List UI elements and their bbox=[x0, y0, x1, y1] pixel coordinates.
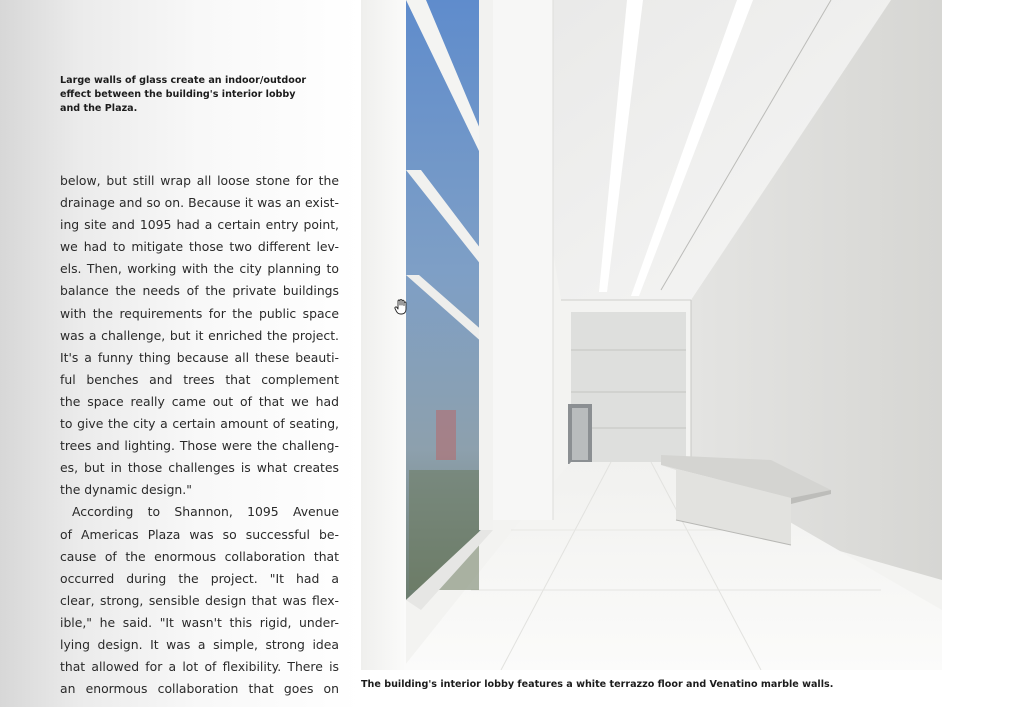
article-line: an enormous collaboration that goes on bbox=[60, 681, 339, 697]
article-line: es, but in those challenges is what creates bbox=[60, 460, 339, 476]
article-line: with the requirements for the public space bbox=[60, 305, 339, 321]
hand-cursor-icon bbox=[394, 299, 408, 315]
article-line: drainage and so on. Because it was an exist- bbox=[60, 195, 339, 211]
article-line: balance the needs of the private buildings bbox=[60, 283, 339, 299]
article-line: occurred during the project. "It had a bbox=[60, 570, 339, 586]
photo-caption-bottom: The building's interior lobby features a white terrazzo floor and Venatino marble walls. bbox=[361, 679, 834, 690]
article-line: was a challenge, but it enriched the project. bbox=[60, 327, 339, 343]
article-line: ful benches and trees that complement bbox=[60, 371, 339, 387]
caption-line: Large walls of glass create an indoor/outdoor bbox=[60, 75, 307, 86]
article-line: to give the city a certain amount of seating, bbox=[60, 416, 339, 432]
article-line: cause of the enormous collaboration that bbox=[60, 548, 339, 564]
caption-line: and the Plaza. bbox=[60, 103, 138, 115]
lobby-photo bbox=[361, 0, 942, 670]
photo-caption-top bbox=[60, 74, 307, 117]
article-line-cut bbox=[60, 700, 339, 707]
article-line: the dynamic design." bbox=[60, 482, 192, 498]
article-line: ing site and 1095 had a certain entry point, bbox=[60, 217, 339, 233]
article-body bbox=[60, 170, 339, 707]
article-line: According to Shannon, 1095 Avenue bbox=[72, 504, 339, 520]
article-line: the space really came out of that we had bbox=[60, 393, 339, 409]
article-line: below, but still wrap all loose stone for the bbox=[60, 173, 339, 188]
article-line: lying design. It was a simple, strong idea bbox=[60, 636, 339, 652]
article-line: trees and lighting. Those were the challeng- bbox=[60, 438, 339, 454]
caption-line: effect between the building's interior lobby bbox=[60, 89, 296, 101]
article-line: clear, strong, sensible design that was flex- bbox=[60, 592, 339, 608]
article-line: of Americas Plaza was so successful be- bbox=[60, 526, 339, 542]
article-line: we had to mitigate those two different lev- bbox=[60, 239, 339, 255]
article-line: els. Then, working with the city planning to bbox=[60, 261, 339, 277]
article-line: ible," he said. "It wasn't this rigid, under- bbox=[60, 614, 339, 630]
article-line: that allowed for a lot of flexibility. There is bbox=[60, 659, 339, 675]
article-line: It's a funny thing because all these beauti- bbox=[60, 349, 339, 365]
